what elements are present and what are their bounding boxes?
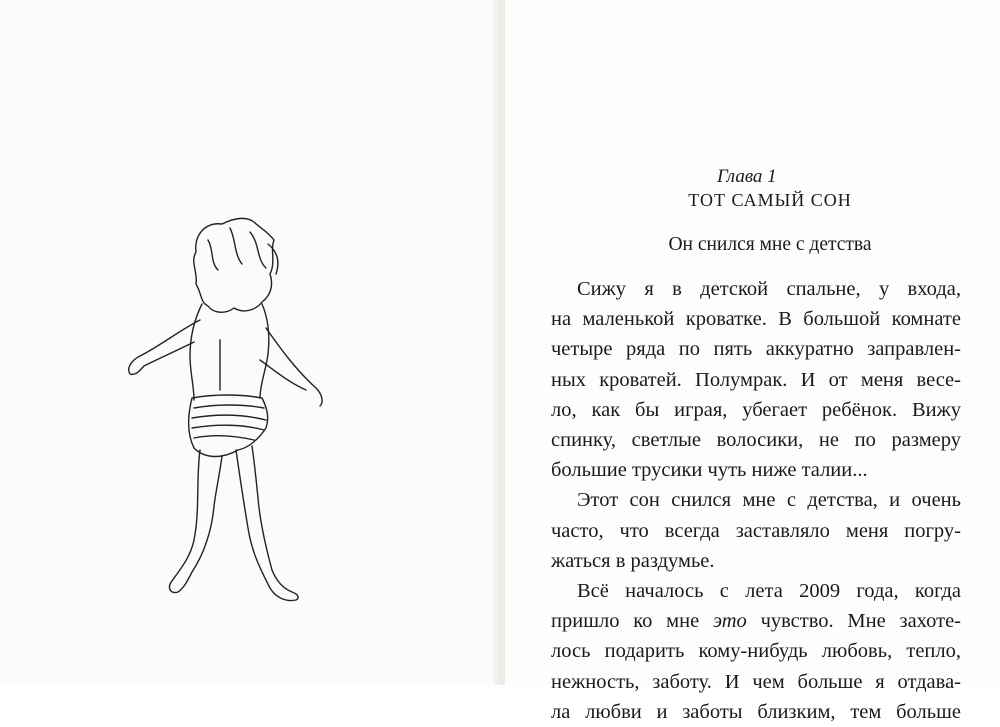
text-line: лось подарить кому-нибудь любовь, тепло, (551, 640, 961, 663)
paragraph-1 (551, 274, 961, 485)
paragraph-3 (551, 576, 961, 727)
text-line: нежность, заботу. И чем больше я отдава- (551, 670, 961, 693)
text-line: ла любви и заботы близким, тем больше (551, 700, 961, 723)
right-page (505, 0, 1000, 723)
text-segment: пришло ко мне (551, 610, 700, 633)
chapter-subtitle: Он снился мне с детства (668, 234, 872, 255)
chapter-title: ТОТ САМЫЙ СОН (688, 190, 852, 210)
left-page (0, 0, 500, 685)
text-line: спинку, светлые волосики, не по размеру (551, 429, 961, 452)
running-child-drawing-icon (110, 210, 350, 630)
text-line: жаться в раздумье. (551, 549, 715, 572)
chapter-label: Глава 1 (717, 166, 777, 187)
text-line: Всё началось с лета 2009 года, когда (577, 580, 961, 603)
text-segment: чувство. Мне захоте- (760, 610, 962, 633)
text-line-with-emphasis (551, 606, 961, 636)
text-line: Сижу я в детской спальне, у входа, (577, 278, 961, 300)
paragraph-2 (551, 485, 961, 576)
emphasized-word: это (712, 610, 747, 633)
body-text (551, 274, 961, 727)
text-line: ных кроватей. Полумрак. И от меня весе- (551, 368, 961, 391)
text-line: ло, как бы играя, убегает ребёнок. Вижу (551, 398, 961, 421)
text-line: Этот сон снился мне с детства, и очень (577, 489, 961, 512)
text-line: на маленькой кроватке. В большой комнате (551, 308, 961, 331)
text-line: часто, что всегда заставляло меня погру- (551, 519, 961, 542)
text-line: четыре ряда по пять аккуратно заправлен- (551, 338, 961, 361)
text-line: большие трусики чуть ниже талии... (551, 459, 868, 482)
